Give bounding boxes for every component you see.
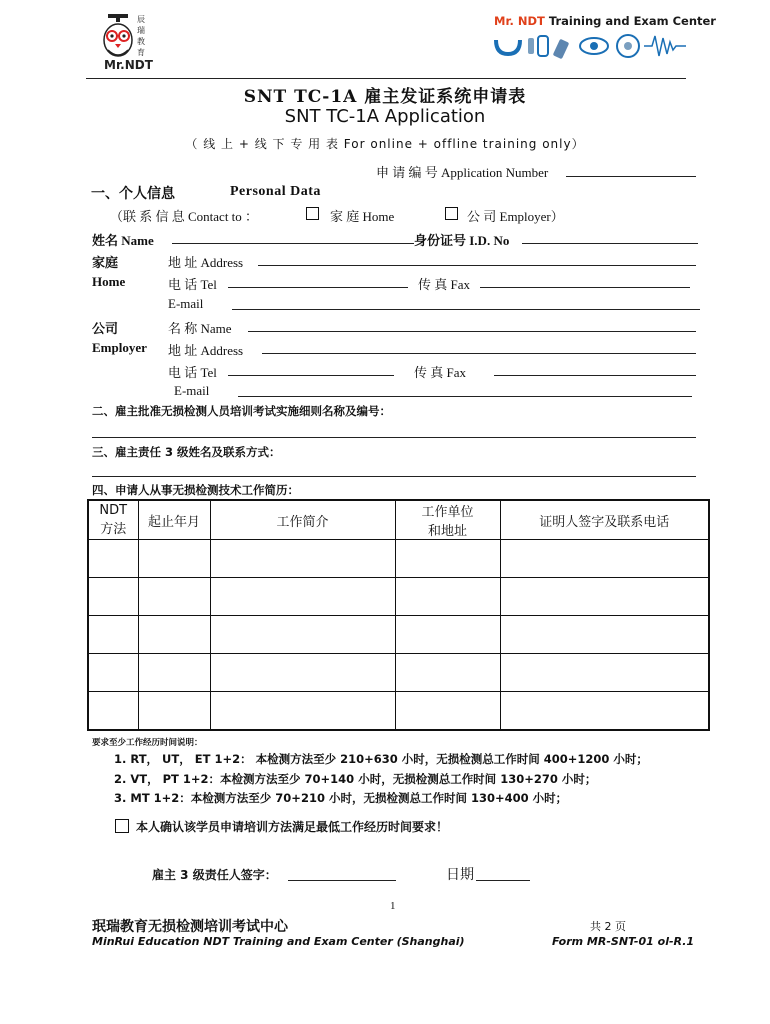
table-cell[interactable] [210, 540, 395, 578]
company-address-label: 地 址 Address [168, 343, 244, 358]
section3-heading: 三、雇主责任 3 级姓名及联系方式： [92, 445, 281, 459]
date-label: 日期 [446, 867, 474, 883]
table-cell[interactable] [500, 692, 709, 731]
employer-option-label: 公 司 Employer） [467, 209, 564, 224]
column-header-line: 方法 [100, 522, 127, 537]
center-name-suffix: Training and Exam Center [544, 14, 716, 28]
home-option-label: 家 庭 Home [330, 209, 395, 224]
id-label: 身份证号 I.D. No [414, 233, 510, 248]
logo-text: Mr.NDT [104, 58, 153, 72]
footer-org-cn: 珉瑞教育无损检测培训考试中心 [92, 919, 288, 935]
company-email-field[interactable] [238, 396, 692, 397]
table-row [88, 578, 709, 616]
table-header-row [88, 500, 709, 540]
section2-field[interactable] [92, 437, 696, 438]
table-cell[interactable] [210, 692, 395, 731]
home-email-label: E-mail [168, 296, 204, 311]
table-cell[interactable] [88, 540, 138, 578]
title-cn: SNT TC-1A 雇主发证系统申请表 [243, 87, 527, 107]
title-en: SNT TC-1A Application [284, 106, 486, 127]
requirements-title: 要求至少工作经历时间说明： [92, 738, 203, 748]
home-address-label: 地 址 Address [168, 255, 244, 270]
table-row [88, 540, 709, 578]
requirement-item: 2. VT， PT 1+2：本检测方法至少 70+140 小时，无损检测总工作时间 130+270 小时； [114, 772, 597, 786]
header-divider [86, 78, 686, 79]
column-header [88, 500, 138, 540]
page-number: 1 [390, 900, 396, 912]
company-fax-field[interactable] [494, 375, 696, 376]
magnet-icon [496, 40, 520, 54]
company-address-field[interactable] [262, 353, 696, 354]
home-checkbox[interactable] [306, 207, 319, 220]
table-row [88, 654, 709, 692]
table-cell[interactable] [138, 540, 210, 578]
table-cell[interactable] [88, 654, 138, 692]
home-tel-field[interactable] [228, 287, 408, 288]
table-row [88, 692, 709, 731]
center-name [494, 14, 716, 28]
home-fax-label: 传 真 Fax [418, 277, 471, 292]
table-cell[interactable] [500, 616, 709, 654]
footer-form-code: Form MR-SNT-01 ol-R.1 [552, 935, 695, 948]
table-cell[interactable] [210, 654, 395, 692]
table-cell[interactable] [138, 692, 210, 731]
section1-heading-cn: 一、个人信息 [91, 186, 175, 202]
table-cell[interactable] [500, 540, 709, 578]
spray-can-icon [553, 39, 570, 60]
footer-org-en: MinRui Education NDT Training and Exam Center (Shanghai) [92, 935, 465, 948]
column-header-line: 工作简介 [276, 514, 329, 530]
name-field[interactable] [172, 243, 414, 244]
eye-icon [580, 38, 608, 54]
app-number-label: 申 请 编 号 Application Number [376, 165, 549, 180]
signature-label: 雇主 3 级责任人签字： [152, 868, 277, 882]
title-note: （ 线 上 + 线 下 专 用 表 For online + offline training only） [185, 137, 585, 151]
date-field[interactable] [476, 880, 530, 881]
company-tel-label: 电 话 Tel [168, 365, 217, 380]
employer-checkbox[interactable] [445, 207, 458, 220]
ndt-method-icons [492, 32, 688, 60]
app-number-field[interactable] [566, 176, 696, 177]
company-email-label: E-mail [174, 383, 210, 398]
waveform-icon [644, 36, 686, 56]
table-cell[interactable] [500, 654, 709, 692]
logo-char: 瑞 [137, 26, 145, 35]
table-cell[interactable] [210, 578, 395, 616]
column-header-line: 起止年月 [147, 514, 200, 530]
column-header-line: 证明人签字及联系电话 [539, 514, 670, 530]
table-cell[interactable] [395, 540, 500, 578]
column-header [500, 500, 709, 540]
confirm-checkbox[interactable] [115, 819, 129, 833]
home-email-field[interactable] [232, 309, 700, 310]
section2-heading: 二、雇主批准无损检测人员培训考试实施细则名称及编号： [92, 404, 391, 418]
company-name-label: 名 称 Name [168, 321, 232, 336]
column-header-line: 和地址 [427, 524, 467, 539]
home-address-field[interactable] [258, 265, 696, 266]
company-fax-label: 传 真 Fax [414, 365, 467, 380]
contact-label: （联 系 信 息 Contact to ： [110, 209, 259, 224]
column-header [138, 500, 210, 540]
column-header-line: NDT [99, 503, 128, 518]
table-cell[interactable] [395, 616, 500, 654]
column-header-line: 工作单位 [421, 505, 474, 520]
logo-char: 辰 [137, 15, 145, 24]
id-field[interactable] [522, 243, 698, 244]
company-label-en: Employer [92, 340, 147, 355]
table-cell[interactable] [395, 654, 500, 692]
requirement-item: 1. RT， UT， ET 1+2： 本检测方法至少 210+630 小时，无损检测总工作时间 400+1200 小时； [114, 752, 648, 766]
footer-pages: 共 2 页 [590, 920, 626, 933]
home-fax-field[interactable] [480, 287, 690, 288]
film-reel-icon [617, 35, 639, 57]
home-label-cn: 家庭 [92, 255, 119, 270]
section3-field[interactable] [92, 476, 696, 477]
name-label: 姓名 Name [92, 233, 154, 248]
confirm-label: 本人确认该学员申请培训方法满足最低工作经历时间要求！ [136, 820, 449, 834]
table-cell[interactable] [500, 578, 709, 616]
probe-icon [528, 36, 548, 56]
company-name-field[interactable] [248, 331, 696, 332]
logo-chars [137, 14, 147, 58]
home-tel-label: 电 话 Tel [168, 277, 217, 292]
table-cell[interactable] [138, 654, 210, 692]
center-name-prefix: Mr. NDT [494, 14, 545, 28]
table-cell[interactable] [138, 616, 210, 654]
logo-char: 育 [137, 48, 145, 57]
section4-heading: 四、申请人从事无损检测技术工作简历： [92, 483, 299, 497]
table-cell[interactable] [395, 692, 500, 731]
requirement-item: 3. MT 1+2：本检测方法至少 70+210 小时，无损检测总工作时间 130+400 小时； [114, 791, 568, 805]
home-label-en: Home [92, 274, 126, 289]
logo-char: 教 [137, 37, 145, 46]
column-header [210, 500, 395, 540]
signature-field[interactable] [288, 880, 396, 881]
table-cell[interactable] [88, 578, 138, 616]
company-tel-field[interactable] [228, 375, 394, 376]
table-cell[interactable] [138, 578, 210, 616]
company-label-cn: 公司 [92, 321, 119, 336]
column-header [395, 500, 500, 540]
section1-heading-en: Personal Data [230, 184, 321, 199]
work-history-table [87, 499, 710, 731]
table-cell[interactable] [88, 692, 138, 731]
table-cell[interactable] [395, 578, 500, 616]
table-cell[interactable] [210, 616, 395, 654]
table-row [88, 616, 709, 654]
table-cell[interactable] [88, 616, 138, 654]
